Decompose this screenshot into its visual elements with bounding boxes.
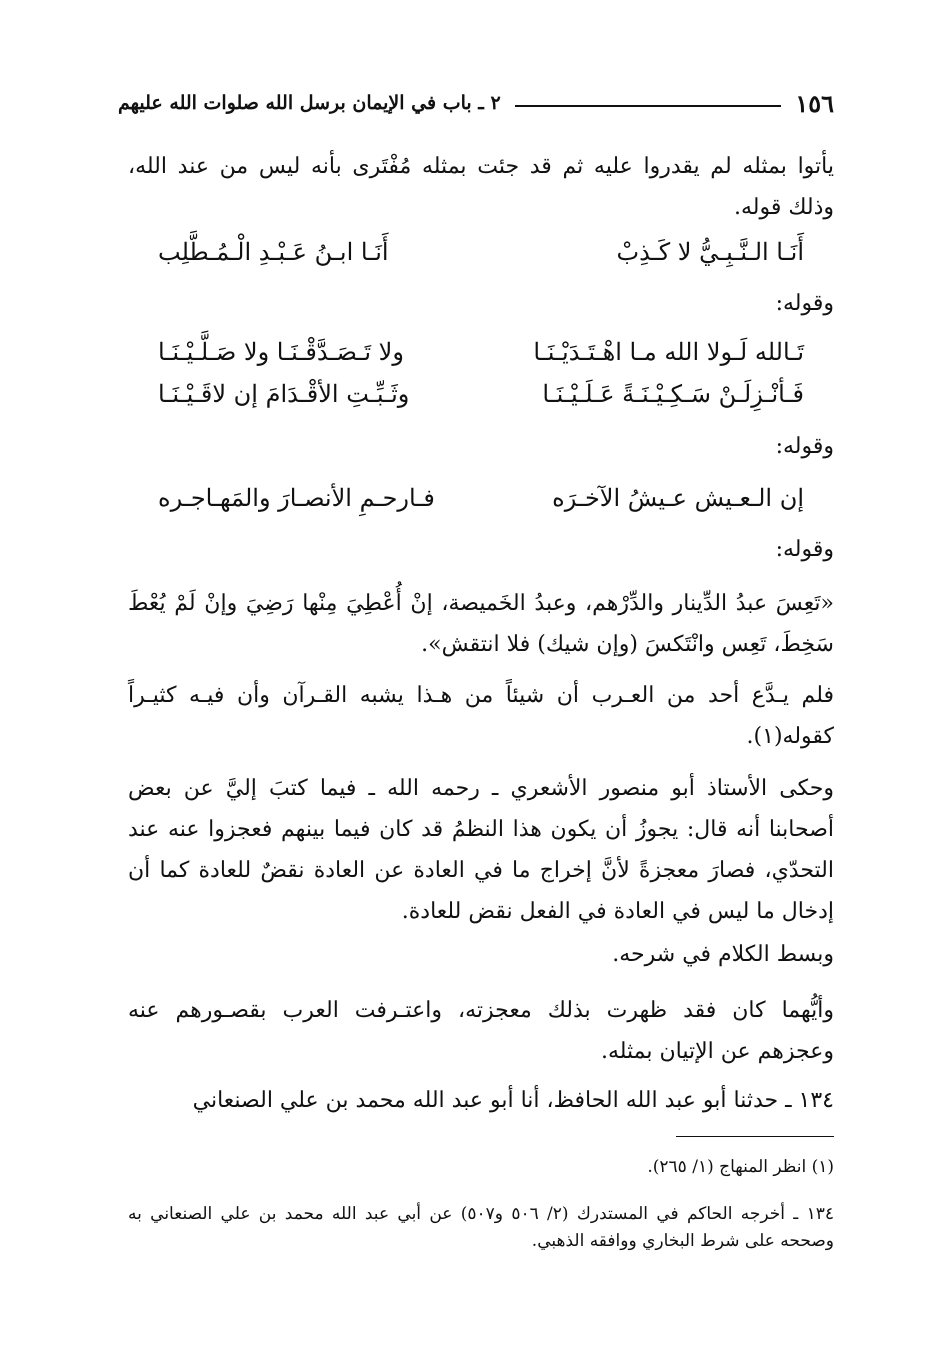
paragraph-hadith: «تَعِسَ عبدُ الدِّينار والدِّرْهم، وعبدُ الخَميصة، إنْ أُعْطِيَ مِنْها رَضِيَ وإنْ لَمْ يُعْطَ سَخِطَ، تَعِس وانْتَكسَ (وإن شيك) فلا انتقش». <box>128 591 834 657</box>
verse-3-first-hemistich: فَـأنْـزِلَـنْ سَـكِـيْـنَـةً عَـلَـيْـنَـا <box>542 380 804 408</box>
paragraph-opening: يأتوا بمثله لم يقدروا عليه ثم قد جئت بمثله مُفْتَرى بأنه ليس من عند الله، وذلك قوله. <box>128 154 834 220</box>
quote-intro: وقوله: <box>775 537 834 562</box>
quote-intro: وقوله: <box>775 434 834 459</box>
page-header <box>118 86 834 120</box>
verse-2-second-hemistich: ولا تَـصَـدَّقْـنَـا ولا صَـلَّـيْـنَـا <box>158 338 404 366</box>
paragraph-hadith-134: ١٣٤ ـ حدثنا أبو عبد الله الحافظ، أنا أبو عبد الله محمد بن علي الصنعاني <box>192 1088 834 1113</box>
verse-4-second-hemistich: فـارحـمِ الأنصـارَ والمَهـاجـره <box>158 484 435 512</box>
verse-line-4 <box>128 484 834 524</box>
footnote-rule <box>676 1136 834 1137</box>
paragraph-sharh: وبسط الكلام في شرحه. <box>612 942 834 967</box>
verse-1-first-hemistich: أَنَـا الـنَّـبِـيُّ لا كَـذِبْ <box>616 238 804 266</box>
footnote-1: (١) انظر المنهاج (١/ ٢٦٥). <box>647 1157 834 1177</box>
running-title: ٢ ـ باب في الإيمان برسل الله صلوات الله عليهم <box>118 92 501 114</box>
paragraph-claim: فلم يـدَّع أحد من العـرب أن شيئاً من هـذا يشبه القـرآن وأن فيـه كثيـراً كقوله(١). <box>128 683 834 749</box>
verse-1-second-hemistich: أَنَـا ابـنُ عَـبْـدِ الْـمُـطَّلِب <box>158 238 389 266</box>
footnote-134: ١٣٤ ـ أخرجه الحاكم في المستدرك (٢/ ٥٠٦ و٥٠٧) عن أبي عبد الله محمد بن علي الصنعاني به وصححه على شرط البخاري ووافقه الذهبي. <box>128 1204 834 1251</box>
page-number: ١٥٦ <box>795 88 834 118</box>
verse-line-1 <box>128 238 834 278</box>
quote-intro: وقوله: <box>775 291 834 316</box>
header-rule <box>515 105 782 107</box>
verse-4-first-hemistich: إن الـعـيش عـيشُ الآخـرَه <box>552 484 804 512</box>
verse-line-3 <box>128 380 834 420</box>
verse-line-2 <box>128 338 834 378</box>
verse-2-first-hemistich: تَـالله لَـولا الله مـا اهْـتَـدَيْـنَـا <box>533 338 804 366</box>
verse-3-second-hemistich: وثَـبِّـتِ الأقْـدَامَ إن لاقَـيْـنَـا <box>158 380 410 408</box>
paragraph-ashari: وحكى الأستاذ أبو منصور الأشعري ـ رحمه الله ـ فيما كتبَ إليَّ عن بعض أصحابنا أنه قال: يجوزُ أن يكون هذا النظمُ قد كان فيما بينهم فعجزوا عنه عند التحدّي، فصارَ معجزةً لأنَّ إخراج ما في العادة عن العادة نقضٌ للعادة كما أن إدخال ما ليس في العادة في الفعل نقض للعادة. <box>128 776 834 924</box>
paragraph-ayyuhuma: وأيُّهما كان فقد ظهرت بذلك معجزته، واعتـرفت العرب بقصـورهم عنه وعجزهم عن الإتيان بمثله. <box>128 998 835 1064</box>
